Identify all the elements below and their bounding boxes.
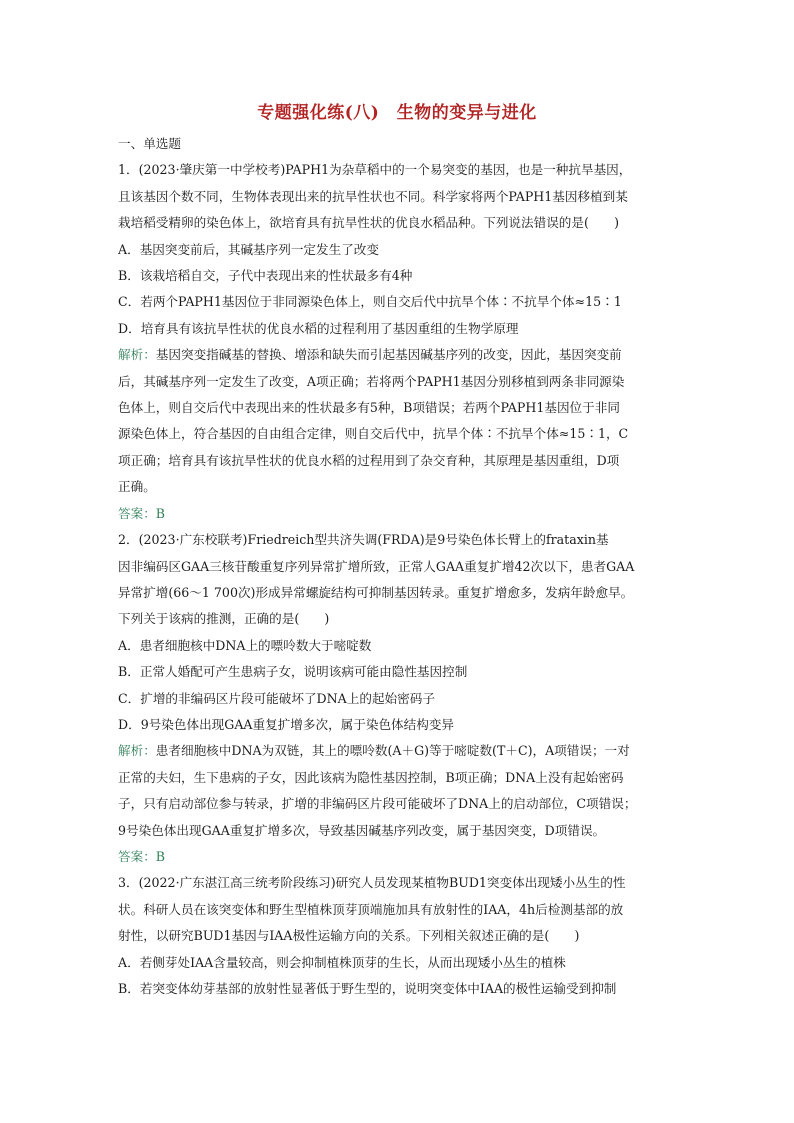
q2-stem-line: 2．(2023·广东校联考)Friedreich型共济失调(FRDA)是9号染色体长臂上的frataxin基 (118, 532, 609, 548)
q1-analysis-text: 基因突变指碱基的替换、增添和缺失而引起基因碱基序列的改变，因此，基因突变前 (155, 347, 622, 363)
q1-analysis-line (118, 342, 678, 368)
q1-option-d: D．培育具有该抗旱性状的优良水稻的过程利用了基因重组的生物学原理 (118, 320, 519, 336)
q2-option-c: C．扩增的非编码区片段可能破坏了DNA上的起始密码子 (118, 690, 435, 706)
q1-analysis-line: 源染色体上，符合基因的自由组合定律，则自交后代中，抗旱个体∶不抗旱个体≈15∶1，C (118, 426, 629, 442)
section-heading: 一、单选题 (118, 136, 181, 151)
q1-answer: 答案：B (118, 505, 166, 521)
q2-option-d: D．9号染色体出现GAA重复扩增多次，属于染色体结构变异 (118, 716, 455, 732)
q2-analysis-line: 子，只有启动部位参与转录，扩增的非编码区片段可能破坏了DNA上的启动部位，C项错误； (118, 796, 637, 812)
q2-stem-line: 下列关于该病的推测，正确的是( ) (118, 611, 330, 627)
analysis-label: 解析： (118, 347, 156, 363)
q3-option-b: B．若突变体幼芽基部的放射性显著低于野生型的，说明突变体中IAA的极性运输受到抑制 (118, 981, 617, 996)
q1-analysis-line: 后，其碱基序列一定发生了改变，A项正确；若将两个PAPH1基因分别移植到两条非同源染 (118, 373, 625, 389)
q1-option-c: C．若两个PAPH1基因位于非同源染色体上，则自交后代中抗旱个体∶不抗旱个体≈15∶1 (118, 294, 622, 310)
q1-option-a: A．基因突变前后，其碱基序列一定发生了改变 (118, 241, 379, 257)
q1-stem-line: 栽培稻受精卵的染色体上，欲培育具有抗旱性状的优良水稻品种。下列说法错误的是( ) (118, 215, 619, 231)
q2-analysis-line: 9号染色体出现GAA重复扩增多次，导致基因碱基序列改变，属于基因突变，D项错误。 (118, 822, 606, 838)
q3-option-a: A．若侧芽处IAA含量较高，则会抑制植株顶芽的生长，从而出现矮小丛生的植株 (118, 954, 566, 970)
q2-analysis-line (118, 738, 678, 764)
q2-option-b: B．正常人婚配可产生患病子女，说明该病可能由隐性基因控制 (118, 664, 468, 680)
q3-stem-line: 3．(2022·广东湛江高三统考阶段练习)研究人员发现某植物BUD1突变体出现矮小丛生的性 (118, 875, 626, 891)
q2-stem-line: 因非编码区GAA三核苷酸重复序列异常扩增所致，正常人GAA重复扩增42次以下，患者GAA (118, 558, 635, 574)
q1-option-b: B．该栽培稻自交，子代中表现出来的性状最多有4种 (118, 268, 413, 284)
q3-stem-line: 状。科研人员在该突变体和野生型植株顶芽顶端施加具有放射性的IAA，4h后检测基部的放 (118, 901, 624, 917)
q2-option-a: A．患者细胞核中DNA上的嘌呤数大于嘧啶数 (118, 637, 372, 653)
q2-stem-line: 异常扩增(66～1 700次)形成异常螺旋结构可抑制基因转录。重复扩增愈多，发病年龄愈早。 (118, 584, 634, 600)
q2-analysis-line: 正常的夫妇，生下患病的子女，因此该病为隐性基因控制，B项正确；DNA上没有起始密码 (118, 769, 624, 785)
q3-stem-line: 射性，以研究BUD1基因与IAA极性运输方向的关系。下列相关叙述正确的是( ) (118, 928, 580, 944)
q1-analysis-line: 色体上，则自交后代中表现出来的性状最多有5种，B项错误；若两个PAPH1基因位于非同 (118, 400, 620, 416)
page-title: 专题强化练(八) 生物的变异与进化 (257, 103, 537, 123)
analysis-label: 解析： (118, 743, 156, 759)
q1-stem-line: 且该基因个数不同，生物体表现出来的抗旱性状也不同。科学家将两个PAPH1基因移植到某 (118, 188, 628, 204)
q1-analysis-line: 正确。 (118, 479, 156, 495)
q1-analysis-line: 项正确；培育具有该抗旱性状的优良水稻的过程用到了杂交育种，其原理是基因重组，D项 (118, 452, 620, 468)
document-body (118, 131, 678, 1002)
q1-stem-line: 1．(2023·肇庆第一中学校考)PAPH1为杂草稻中的一个易突变的基因，也是一种抗旱基因， (118, 162, 632, 178)
q2-answer: 答案：B (118, 848, 166, 864)
q2-analysis-text: 患者细胞核中DNA为双链，其上的嘌呤数(A＋G)等于嘧啶数(T＋C)，A项错误；一对 (155, 743, 630, 759)
